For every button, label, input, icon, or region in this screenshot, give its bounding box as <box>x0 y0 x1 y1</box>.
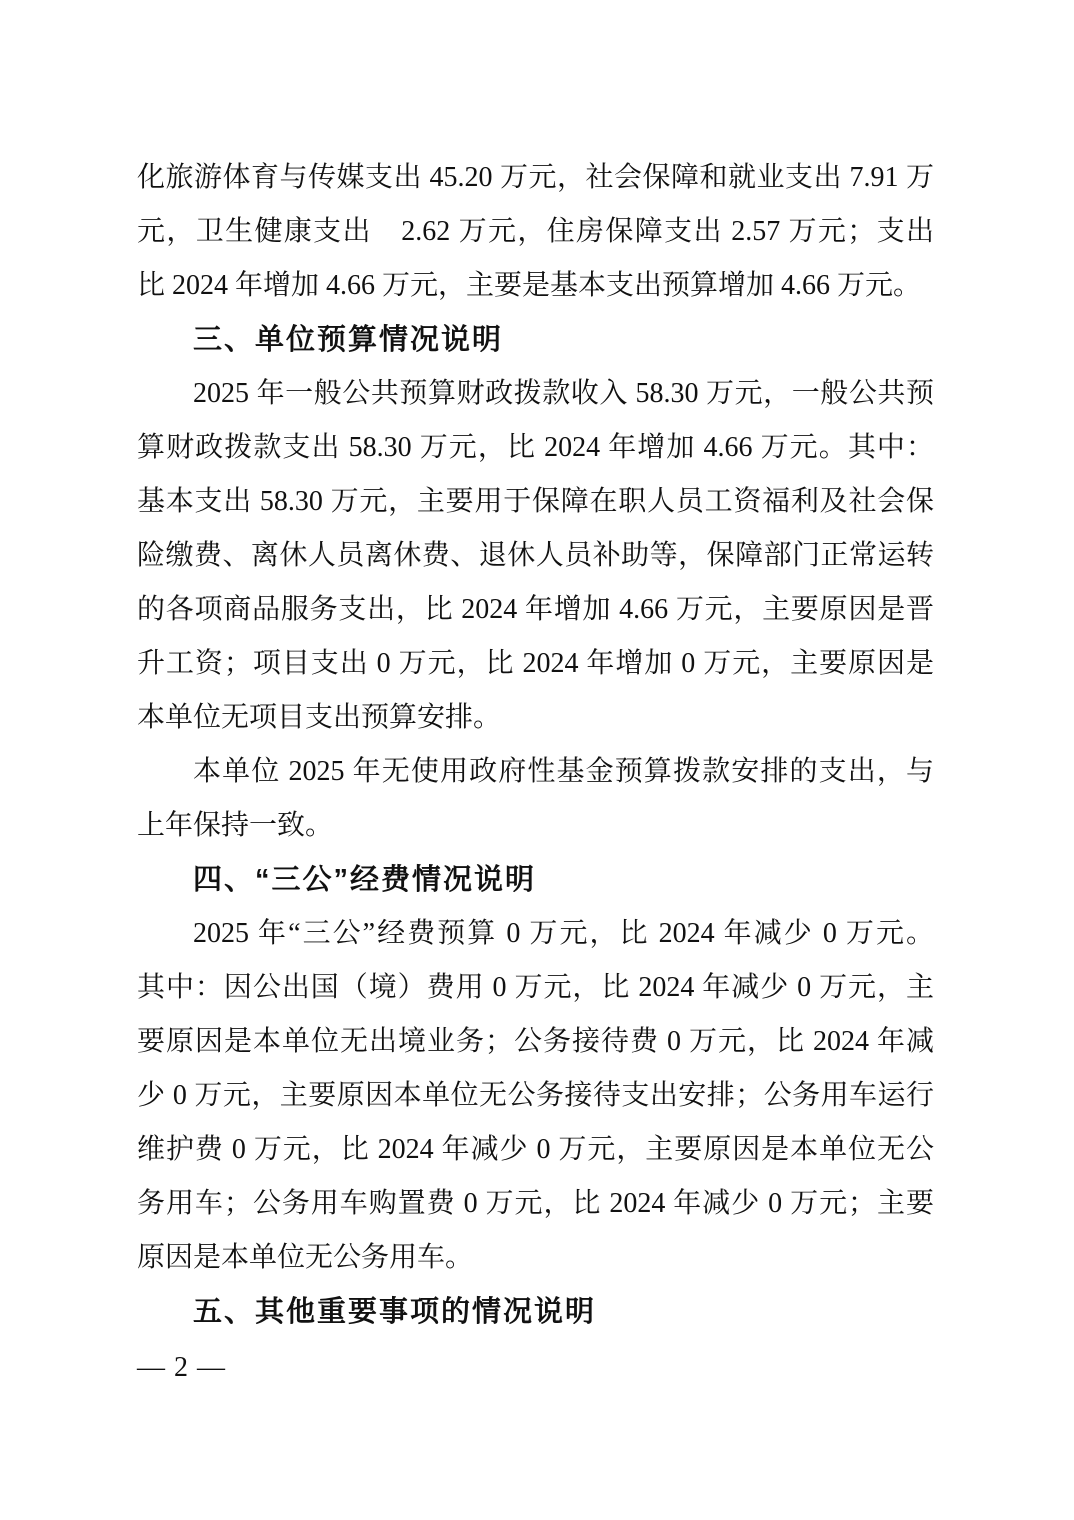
paragraph-line: 少 0 万元，主要原因本单位无公务接待支出安排；公务用车运行 <box>137 1080 934 1111</box>
paragraph-line: 维护费 0 万元，比 2024 年减少 0 万元，主要原因是本单位无公 <box>137 1134 934 1165</box>
document-body <box>137 151 934 1339</box>
paragraph-line: 化旅游体育与传媒支出 45.20 万元，社会保障和就业支出 7.91 万 <box>137 162 934 193</box>
paragraph-line: 原因是本单位无公务用车。 <box>137 1242 474 1273</box>
paragraph-line: 本单位无项目支出预算安排。 <box>137 702 502 733</box>
paragraph-line: 要原因是本单位无出境业务；公务接待费 0 万元，比 2024 年减 <box>137 1026 934 1057</box>
paragraph-line: 基本支出 58.30 万元，主要用于保障在职人员工资福利及社会保 <box>137 486 934 517</box>
paragraph-line: 算财政拨款支出 58.30 万元，比 2024 年增加 4.66 万元。其中： <box>137 432 934 463</box>
paragraph-line: 上年保持一致。 <box>137 810 334 841</box>
paragraph-line: 升工资；项目支出 0 万元，比 2024 年增加 0 万元，主要原因是 <box>137 648 934 679</box>
paragraph-line: 比 2024 年增加 4.66 万元，主要是基本支出预算增加 4.66 万元。 <box>137 270 922 301</box>
section-heading: 三、单位预算情况说明 <box>193 324 504 356</box>
section-heading: 四、“三公”经费情况说明 <box>193 864 537 896</box>
section-heading: 五、其他重要事项的情况说明 <box>193 1296 597 1328</box>
paragraph-line: 元，卫生健康支出 2.62 万元，住房保障支出 2.57 万元；支出 <box>137 216 934 247</box>
paragraph-line: 务用车；公务用车购置费 0 万元，比 2024 年减少 0 万元；主要 <box>137 1188 934 1219</box>
page-number: — 2 — <box>137 1352 226 1383</box>
paragraph-line: 险缴费、离休人员离休费、退休人员补助等，保障部门正常运转 <box>137 540 934 571</box>
paragraph-line: 2025 年一般公共预算财政拨款收入 58.30 万元，一般公共预 <box>193 378 934 409</box>
paragraph-line: 2025 年“三公”经费预算 0 万元，比 2024 年减少 0 万元。 <box>193 918 934 949</box>
paragraph-line: 其中：因公出国（境）费用 0 万元，比 2024 年减少 0 万元，主 <box>137 972 934 1003</box>
paragraph-line: 本单位 2025 年无使用政府性基金预算拨款安排的支出，与 <box>193 756 934 787</box>
paragraph-line: 的各项商品服务支出，比 2024 年增加 4.66 万元，主要原因是晋 <box>137 594 934 625</box>
